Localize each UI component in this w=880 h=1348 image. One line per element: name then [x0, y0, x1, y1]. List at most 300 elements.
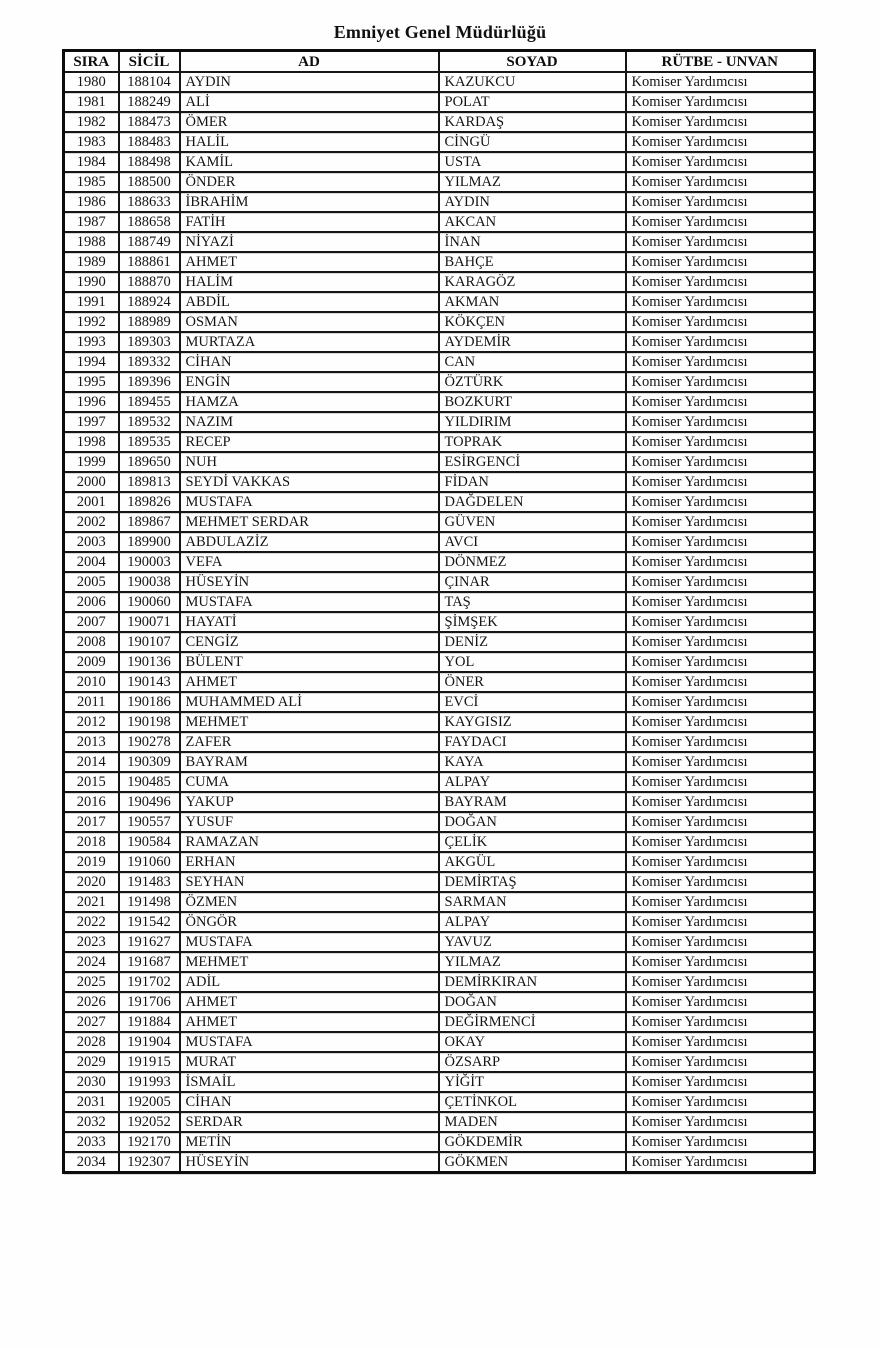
cell-sira: 2023: [64, 932, 119, 952]
cell-sira: 2034: [64, 1152, 119, 1173]
table-row: [64, 432, 815, 452]
cell-ad: MUSTAFA: [180, 592, 439, 612]
cell-sicil: 192307: [119, 1152, 180, 1173]
cell-soyad: ÖZSARP: [439, 1052, 626, 1072]
cell-soyad: CİNGÜ: [439, 132, 626, 152]
cell-ad: AHMET: [180, 1012, 439, 1032]
cell-ad: MURAT: [180, 1052, 439, 1072]
table-row: [64, 292, 815, 312]
cell-sira: 2016: [64, 792, 119, 812]
cell-soyad: AKMAN: [439, 292, 626, 312]
cell-sira: 2005: [64, 572, 119, 592]
cell-sira: 1995: [64, 372, 119, 392]
table-row: [64, 592, 815, 612]
table-row: [64, 632, 815, 652]
cell-ad: OSMAN: [180, 312, 439, 332]
cell-sira: 2021: [64, 892, 119, 912]
cell-soyad: EVCİ: [439, 692, 626, 712]
cell-soyad: GÖKMEN: [439, 1152, 626, 1173]
table-row: [64, 1072, 815, 1092]
cell-sira: 1982: [64, 112, 119, 132]
cell-sicil: 189332: [119, 352, 180, 372]
cell-rutbe-unvan: Komiser Yardımcısı: [626, 852, 815, 872]
cell-rutbe-unvan: Komiser Yardımcısı: [626, 732, 815, 752]
cell-soyad: DEĞİRMENCİ: [439, 1012, 626, 1032]
cell-rutbe-unvan: Komiser Yardımcısı: [626, 152, 815, 172]
cell-sira: 2006: [64, 592, 119, 612]
table-row: [64, 252, 815, 272]
cell-sira: 2008: [64, 632, 119, 652]
cell-sira: 2010: [64, 672, 119, 692]
cell-soyad: ŞİMŞEK: [439, 612, 626, 632]
cell-rutbe-unvan: Komiser Yardımcısı: [626, 712, 815, 732]
cell-ad: CENGİZ: [180, 632, 439, 652]
cell-rutbe-unvan: Komiser Yardımcısı: [626, 472, 815, 492]
table-row: [64, 652, 815, 672]
table-header-row: [64, 51, 815, 73]
cell-sicil: 188498: [119, 152, 180, 172]
cell-sira: 2000: [64, 472, 119, 492]
cell-sicil: 189867: [119, 512, 180, 532]
cell-rutbe-unvan: Komiser Yardımcısı: [626, 832, 815, 852]
table-row: [64, 1092, 815, 1112]
cell-sira: 2015: [64, 772, 119, 792]
cell-ad: AYDIN: [180, 72, 439, 92]
cell-sira: 2033: [64, 1132, 119, 1152]
cell-ad: HALİL: [180, 132, 439, 152]
cell-sira: 2025: [64, 972, 119, 992]
cell-soyad: BOZKURT: [439, 392, 626, 412]
cell-ad: BAYRAM: [180, 752, 439, 772]
cell-sira: 1988: [64, 232, 119, 252]
cell-soyad: KARAGÖZ: [439, 272, 626, 292]
cell-rutbe-unvan: Komiser Yardımcısı: [626, 672, 815, 692]
table-row: [64, 792, 815, 812]
cell-sicil: 188104: [119, 72, 180, 92]
column-header-ad: AD: [180, 51, 439, 73]
cell-sicil: 189826: [119, 492, 180, 512]
cell-sicil: 191060: [119, 852, 180, 872]
cell-sicil: 188249: [119, 92, 180, 112]
table-row: [64, 932, 815, 952]
cell-ad: FATİH: [180, 212, 439, 232]
table-row: [64, 152, 815, 172]
cell-rutbe-unvan: Komiser Yardımcısı: [626, 272, 815, 292]
cell-rutbe-unvan: Komiser Yardımcısı: [626, 592, 815, 612]
cell-rutbe-unvan: Komiser Yardımcısı: [626, 1052, 815, 1072]
table-row: [64, 812, 815, 832]
cell-ad: MURTAZA: [180, 332, 439, 352]
table-row: [64, 312, 815, 332]
cell-sicil: 190003: [119, 552, 180, 572]
cell-soyad: DÖNMEZ: [439, 552, 626, 572]
table-row: [64, 1032, 815, 1052]
cell-sira: 2009: [64, 652, 119, 672]
cell-ad: İSMAİL: [180, 1072, 439, 1092]
table-row: [64, 112, 815, 132]
cell-rutbe-unvan: Komiser Yardımcısı: [626, 452, 815, 472]
cell-ad: ABDİL: [180, 292, 439, 312]
cell-ad: MEHMET SERDAR: [180, 512, 439, 532]
cell-sicil: 191993: [119, 1072, 180, 1092]
cell-soyad: USTA: [439, 152, 626, 172]
cell-sira: 1990: [64, 272, 119, 292]
cell-sira: 2011: [64, 692, 119, 712]
table-header: [64, 51, 815, 73]
cell-rutbe-unvan: Komiser Yardımcısı: [626, 992, 815, 1012]
cell-sira: 2001: [64, 492, 119, 512]
table-row: [64, 372, 815, 392]
cell-ad: RECEP: [180, 432, 439, 452]
page-title: Emniyet Genel Müdürlüğü: [333, 22, 547, 42]
cell-ad: SEYDİ VAKKAS: [180, 472, 439, 492]
cell-sira: 2012: [64, 712, 119, 732]
cell-rutbe-unvan: Komiser Yardımcısı: [626, 72, 815, 92]
cell-soyad: DOĞAN: [439, 812, 626, 832]
cell-sira: 2002: [64, 512, 119, 532]
cell-rutbe-unvan: Komiser Yardımcısı: [626, 892, 815, 912]
cell-soyad: KAZUKCU: [439, 72, 626, 92]
cell-soyad: DENİZ: [439, 632, 626, 652]
cell-ad: NİYAZİ: [180, 232, 439, 252]
column-header-sicil: SİCİL: [119, 51, 180, 73]
cell-soyad: GÜVEN: [439, 512, 626, 532]
cell-sira: 1986: [64, 192, 119, 212]
table-row: [64, 192, 815, 212]
table-row: [64, 1012, 815, 1032]
cell-sicil: 188989: [119, 312, 180, 332]
cell-ad: İBRAHİM: [180, 192, 439, 212]
cell-ad: ÖMER: [180, 112, 439, 132]
cell-ad: ABDULAZİZ: [180, 532, 439, 552]
column-header-rutbe-unvan: RÜTBE - UNVAN: [626, 51, 815, 73]
cell-sicil: 188861: [119, 252, 180, 272]
cell-sicil: 192005: [119, 1092, 180, 1112]
cell-sicil: 191483: [119, 872, 180, 892]
table-body: [64, 72, 815, 1173]
table-row: [64, 552, 815, 572]
cell-soyad: FİDAN: [439, 472, 626, 492]
cell-sira: 2004: [64, 552, 119, 572]
cell-rutbe-unvan: Komiser Yardımcısı: [626, 652, 815, 672]
cell-sicil: 192170: [119, 1132, 180, 1152]
cell-sira: 2029: [64, 1052, 119, 1072]
cell-ad: ENGİN: [180, 372, 439, 392]
cell-ad: HALİM: [180, 272, 439, 292]
cell-ad: ZAFER: [180, 732, 439, 752]
table-row: [64, 392, 815, 412]
cell-ad: HAMZA: [180, 392, 439, 412]
column-header-sira: SIRA: [64, 51, 119, 73]
cell-sicil: 190071: [119, 612, 180, 632]
cell-soyad: MADEN: [439, 1112, 626, 1132]
cell-soyad: DAĞDELEN: [439, 492, 626, 512]
cell-sira: 2026: [64, 992, 119, 1012]
cell-ad: MUSTAFA: [180, 932, 439, 952]
cell-sira: 1989: [64, 252, 119, 272]
cell-ad: AHMET: [180, 252, 439, 272]
cell-ad: HÜSEYİN: [180, 1152, 439, 1173]
table-row: [64, 92, 815, 112]
cell-ad: YAKUP: [180, 792, 439, 812]
cell-rutbe-unvan: Komiser Yardımcısı: [626, 552, 815, 572]
cell-sira: 1999: [64, 452, 119, 472]
table-row: [64, 1052, 815, 1072]
cell-sira: 1993: [64, 332, 119, 352]
cell-ad: MUHAMMED ALİ: [180, 692, 439, 712]
column-header-soyad: SOYAD: [439, 51, 626, 73]
cell-rutbe-unvan: Komiser Yardımcısı: [626, 972, 815, 992]
cell-rutbe-unvan: Komiser Yardımcısı: [626, 612, 815, 632]
cell-rutbe-unvan: Komiser Yardımcısı: [626, 1012, 815, 1032]
cell-rutbe-unvan: Komiser Yardımcısı: [626, 412, 815, 432]
cell-rutbe-unvan: Komiser Yardımcısı: [626, 192, 815, 212]
cell-sira: 1981: [64, 92, 119, 112]
cell-ad: ERHAN: [180, 852, 439, 872]
cell-soyad: YİĞİT: [439, 1072, 626, 1092]
cell-sira: 1992: [64, 312, 119, 332]
cell-soyad: ÖZTÜRK: [439, 372, 626, 392]
cell-sicil: 188749: [119, 232, 180, 252]
cell-ad: ADİL: [180, 972, 439, 992]
personnel-table: [62, 49, 816, 1174]
table-row: [64, 212, 815, 232]
table-row: [64, 512, 815, 532]
cell-sicil: 191706: [119, 992, 180, 1012]
cell-soyad: ÖNER: [439, 672, 626, 692]
cell-soyad: YILDIRIM: [439, 412, 626, 432]
cell-soyad: AKCAN: [439, 212, 626, 232]
cell-rutbe-unvan: Komiser Yardımcısı: [626, 112, 815, 132]
table-row: [64, 732, 815, 752]
cell-soyad: AKGÜL: [439, 852, 626, 872]
cell-sicil: 192052: [119, 1112, 180, 1132]
cell-rutbe-unvan: Komiser Yardımcısı: [626, 532, 815, 552]
cell-rutbe-unvan: Komiser Yardımcısı: [626, 812, 815, 832]
cell-ad: SERDAR: [180, 1112, 439, 1132]
cell-soyad: KAYA: [439, 752, 626, 772]
cell-sicil: 188483: [119, 132, 180, 152]
cell-rutbe-unvan: Komiser Yardımcısı: [626, 92, 815, 112]
table-row: [64, 872, 815, 892]
cell-sira: 1991: [64, 292, 119, 312]
cell-sicil: 191904: [119, 1032, 180, 1052]
cell-sira: 1987: [64, 212, 119, 232]
cell-ad: SEYHAN: [180, 872, 439, 892]
table-row: [64, 712, 815, 732]
cell-sira: 1984: [64, 152, 119, 172]
cell-soyad: POLAT: [439, 92, 626, 112]
table-row: [64, 672, 815, 692]
cell-rutbe-unvan: Komiser Yardımcısı: [626, 512, 815, 532]
cell-sira: 1980: [64, 72, 119, 92]
cell-sira: 2014: [64, 752, 119, 772]
cell-ad: ALİ: [180, 92, 439, 112]
cell-soyad: DOĞAN: [439, 992, 626, 1012]
cell-soyad: ALPAY: [439, 912, 626, 932]
cell-sira: 2003: [64, 532, 119, 552]
table-row: [64, 752, 815, 772]
cell-sira: 2024: [64, 952, 119, 972]
cell-sicil: 190143: [119, 672, 180, 692]
table-row: [64, 272, 815, 292]
table-row: [64, 992, 815, 1012]
cell-rutbe-unvan: Komiser Yardımcısı: [626, 332, 815, 352]
cell-sicil: 189303: [119, 332, 180, 352]
cell-soyad: CAN: [439, 352, 626, 372]
cell-sicil: 190278: [119, 732, 180, 752]
cell-soyad: GÖKDEMİR: [439, 1132, 626, 1152]
cell-ad: MUSTAFA: [180, 492, 439, 512]
cell-ad: METİN: [180, 1132, 439, 1152]
cell-rutbe-unvan: Komiser Yardımcısı: [626, 312, 815, 332]
table-row: [64, 452, 815, 472]
cell-ad: YUSUF: [180, 812, 439, 832]
cell-soyad: BAYRAM: [439, 792, 626, 812]
cell-soyad: ÇELİK: [439, 832, 626, 852]
cell-sicil: 190136: [119, 652, 180, 672]
table-row: [64, 692, 815, 712]
cell-sira: 2031: [64, 1092, 119, 1112]
cell-soyad: TAŞ: [439, 592, 626, 612]
cell-ad: MUSTAFA: [180, 1032, 439, 1052]
cell-sira: 1996: [64, 392, 119, 412]
cell-soyad: İNAN: [439, 232, 626, 252]
cell-rutbe-unvan: Komiser Yardımcısı: [626, 1132, 815, 1152]
cell-sicil: 190309: [119, 752, 180, 772]
table-row: [64, 972, 815, 992]
cell-sira: 2032: [64, 1112, 119, 1132]
cell-rutbe-unvan: Komiser Yardımcısı: [626, 952, 815, 972]
cell-sira: 2019: [64, 852, 119, 872]
cell-sicil: 188633: [119, 192, 180, 212]
cell-sicil: 188924: [119, 292, 180, 312]
table-row: [64, 132, 815, 152]
cell-sicil: 189455: [119, 392, 180, 412]
cell-soyad: YAVUZ: [439, 932, 626, 952]
cell-sicil: 188870: [119, 272, 180, 292]
cell-soyad: BAHÇE: [439, 252, 626, 272]
cell-sicil: 191702: [119, 972, 180, 992]
cell-ad: BÜLENT: [180, 652, 439, 672]
cell-rutbe-unvan: Komiser Yardımcısı: [626, 1152, 815, 1173]
cell-rutbe-unvan: Komiser Yardımcısı: [626, 912, 815, 932]
cell-rutbe-unvan: Komiser Yardımcısı: [626, 292, 815, 312]
cell-rutbe-unvan: Komiser Yardımcısı: [626, 572, 815, 592]
table-row: [64, 572, 815, 592]
cell-rutbe-unvan: Komiser Yardımcısı: [626, 132, 815, 152]
table-row: [64, 1112, 815, 1132]
cell-rutbe-unvan: Komiser Yardımcısı: [626, 772, 815, 792]
table-row: [64, 532, 815, 552]
cell-sira: 1997: [64, 412, 119, 432]
cell-sira: 2017: [64, 812, 119, 832]
cell-soyad: TOPRAK: [439, 432, 626, 452]
cell-rutbe-unvan: Komiser Yardımcısı: [626, 352, 815, 372]
cell-rutbe-unvan: Komiser Yardımcısı: [626, 252, 815, 272]
cell-soyad: ALPAY: [439, 772, 626, 792]
table-row: [64, 492, 815, 512]
cell-ad: NUH: [180, 452, 439, 472]
cell-sicil: 190198: [119, 712, 180, 732]
cell-sira: 2022: [64, 912, 119, 932]
cell-sira: 2013: [64, 732, 119, 752]
cell-sira: 2020: [64, 872, 119, 892]
cell-rutbe-unvan: Komiser Yardımcısı: [626, 1032, 815, 1052]
table-row: [64, 772, 815, 792]
cell-soyad: AVCI: [439, 532, 626, 552]
cell-ad: MEHMET: [180, 712, 439, 732]
cell-ad: ÖNGÖR: [180, 912, 439, 932]
cell-ad: VEFA: [180, 552, 439, 572]
cell-rutbe-unvan: Komiser Yardımcısı: [626, 372, 815, 392]
cell-rutbe-unvan: Komiser Yardımcısı: [626, 792, 815, 812]
table-row: [64, 352, 815, 372]
table-row: [64, 172, 815, 192]
cell-sira: 1994: [64, 352, 119, 372]
cell-rutbe-unvan: Komiser Yardımcısı: [626, 392, 815, 412]
cell-rutbe-unvan: Komiser Yardımcısı: [626, 232, 815, 252]
cell-soyad: AYDEMİR: [439, 332, 626, 352]
cell-sicil: 190038: [119, 572, 180, 592]
cell-sira: 1983: [64, 132, 119, 152]
cell-sira: 1998: [64, 432, 119, 452]
cell-soyad: ÇINAR: [439, 572, 626, 592]
cell-soyad: KARDAŞ: [439, 112, 626, 132]
cell-rutbe-unvan: Komiser Yardımcısı: [626, 172, 815, 192]
table-row: [64, 892, 815, 912]
cell-ad: MEHMET: [180, 952, 439, 972]
cell-soyad: FAYDACI: [439, 732, 626, 752]
cell-sicil: 188473: [119, 112, 180, 132]
cell-rutbe-unvan: Komiser Yardımcısı: [626, 692, 815, 712]
cell-soyad: OKAY: [439, 1032, 626, 1052]
cell-sira: 1985: [64, 172, 119, 192]
table-row: [64, 952, 815, 972]
cell-sicil: 189396: [119, 372, 180, 392]
cell-sicil: 191498: [119, 892, 180, 912]
cell-sicil: 191915: [119, 1052, 180, 1072]
cell-soyad: SARMAN: [439, 892, 626, 912]
table-row: [64, 912, 815, 932]
cell-sicil: 191542: [119, 912, 180, 932]
cell-sicil: 189650: [119, 452, 180, 472]
cell-rutbe-unvan: Komiser Yardımcısı: [626, 632, 815, 652]
cell-ad: AHMET: [180, 992, 439, 1012]
table-row: [64, 232, 815, 252]
cell-sicil: 188500: [119, 172, 180, 192]
cell-ad: RAMAZAN: [180, 832, 439, 852]
cell-sicil: 190557: [119, 812, 180, 832]
cell-soyad: YOL: [439, 652, 626, 672]
cell-soyad: KÖKÇEN: [439, 312, 626, 332]
cell-sicil: 191687: [119, 952, 180, 972]
cell-rutbe-unvan: Komiser Yardımcısı: [626, 932, 815, 952]
cell-rutbe-unvan: Komiser Yardımcısı: [626, 752, 815, 772]
cell-sira: 2018: [64, 832, 119, 852]
cell-rutbe-unvan: Komiser Yardımcısı: [626, 432, 815, 452]
cell-ad: KAMİL: [180, 152, 439, 172]
cell-rutbe-unvan: Komiser Yardımcısı: [626, 1092, 815, 1112]
table-row: [64, 412, 815, 432]
cell-ad: CUMA: [180, 772, 439, 792]
cell-sicil: 189535: [119, 432, 180, 452]
cell-sicil: 190485: [119, 772, 180, 792]
cell-ad: HÜSEYİN: [180, 572, 439, 592]
cell-sicil: 191627: [119, 932, 180, 952]
cell-ad: CİHAN: [180, 352, 439, 372]
table-row: [64, 1152, 815, 1173]
